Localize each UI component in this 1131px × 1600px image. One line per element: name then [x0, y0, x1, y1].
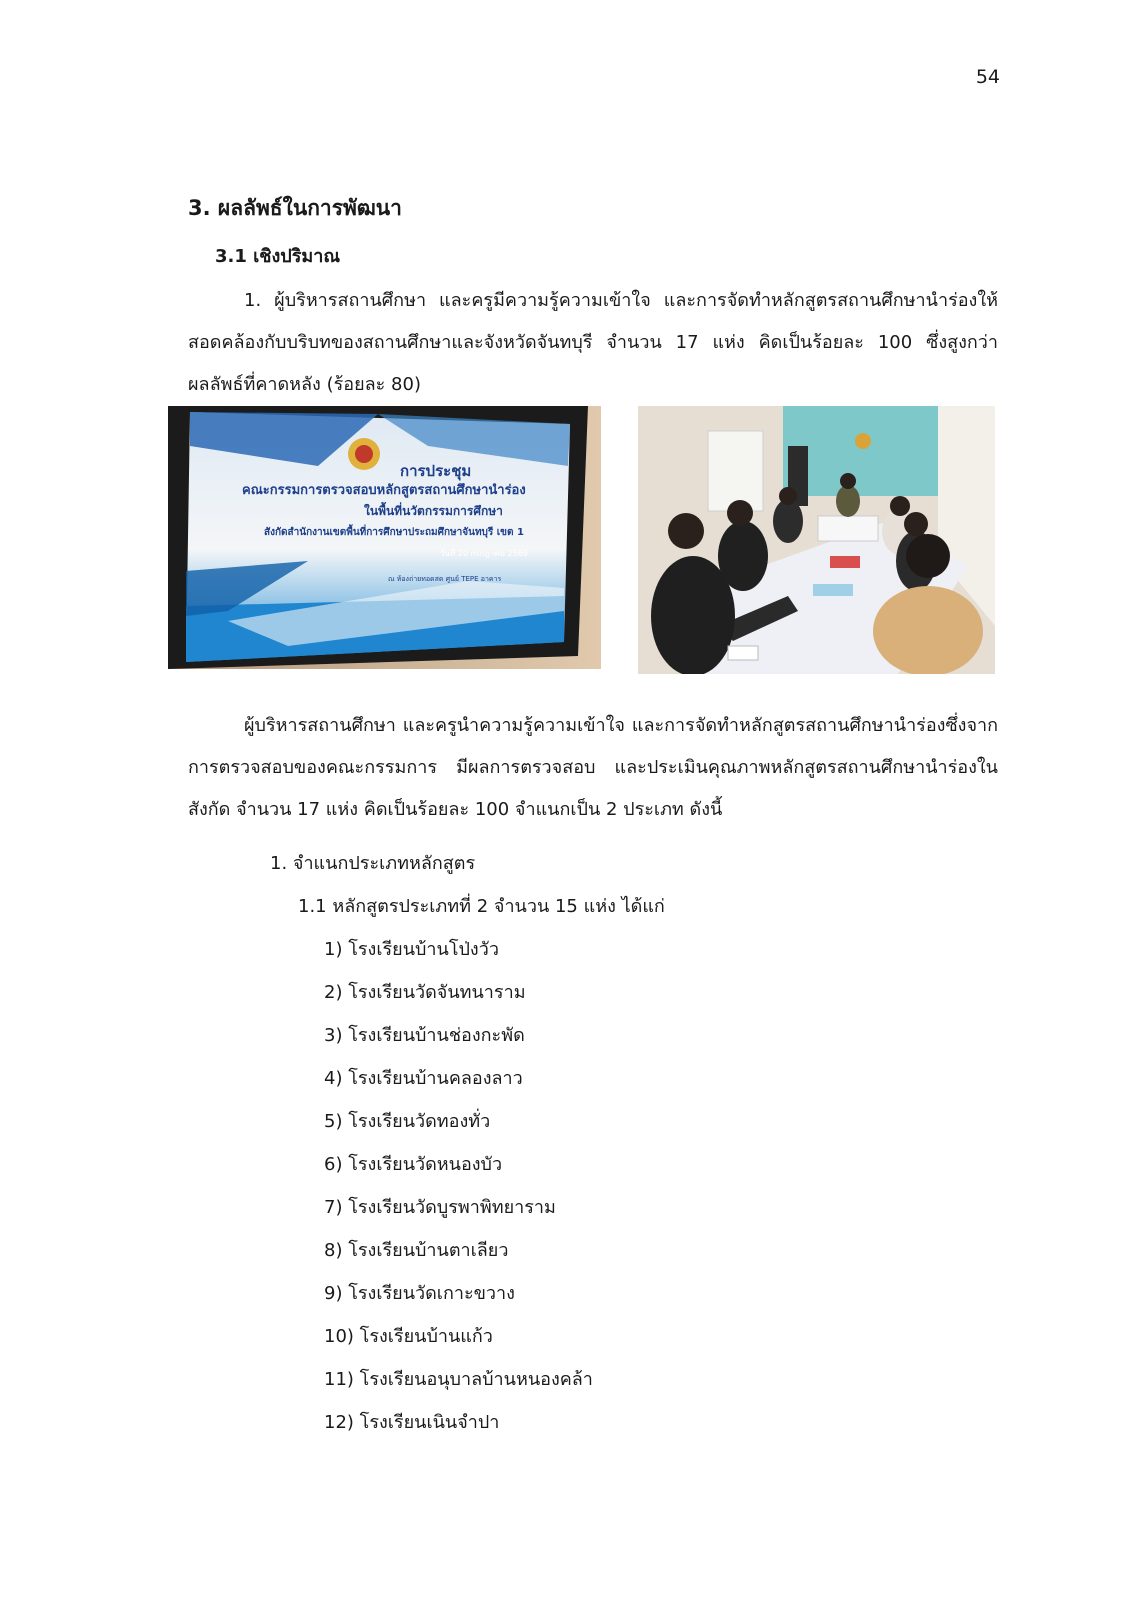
meeting-screen-photo	[168, 406, 601, 669]
list-item: 9) โรงเรียนวัดเกาะขวาง	[324, 1283, 515, 1304]
section-title: 3. ผลลัพธ์ในการพัฒนา	[188, 196, 402, 220]
list-level-1: 1. จำแนกประเภทหลักสูตร	[270, 853, 476, 874]
list-item: 6) โรงเรียนวัดหนองบัว	[324, 1154, 503, 1175]
slide-line-3: สังกัดสำนักงานเขตพื้นที่การศึกษาประถมศึกษาจันทบุรี เขต 1	[264, 527, 524, 538]
list-item: 1) โรงเรียนบ้านโป่งวัว	[324, 939, 499, 960]
slide-line-1: คณะกรรมการตรวจสอบหลักสูตรสถานศึกษานำร่อง	[242, 483, 526, 498]
paragraph-2-text: ผู้บริหารสถานศึกษา และครูนำความรู้ความเข้าใจ และการจัดทำหลักสูตรสถานศึกษานำร่องซึ่งจากการตรวจสอบของคณะกรรมการ มีผลการตรวจสอบ และประเมินคุณภาพหลักสูตรสถานศึกษานำร่องในสังกัด จำนวน 17 แห่ง คิดเป็นร้อยละ 100 จำแนกเป็น 2 ประเภท ดังนี้	[188, 715, 998, 820]
list-item: 8) โรงเรียนบ้านตาเลียว	[324, 1240, 509, 1261]
subsection-title: 3.1 เชิงปริมาณ	[215, 246, 341, 267]
paragraph-1-text: 1. ผู้บริหารสถานศึกษา และครูมีความรู้ความเข้าใจ และการจัดทำหลักสูตรสถานศึกษานำร่องให้สอดคล้องกับบริบทของสถานศึกษาและจังหวัดจันทบุรี จำนวน 17 แห่ง คิดเป็นร้อยละ 100 ซึ่งสูงกว่าผลลัพธ์ที่คาดหลัง (ร้อยละ 80)	[188, 290, 998, 395]
slide-line-2: ในพื้นที่นวัตกรรมการศึกษา	[364, 504, 503, 518]
list-item: 7) โรงเรียนวัดบูรพาพิทยาราม	[324, 1197, 556, 1218]
meeting-room-photo	[638, 406, 995, 674]
slide-venue: ณ ห้องถ่ายทอดสด ศูนย์ TEPE อาคาร	[388, 575, 502, 583]
list-item: 3) โรงเรียนบ้านช่องกะพัด	[324, 1025, 525, 1046]
slide-title: การประชุม	[400, 462, 472, 480]
page-number: 54	[975, 66, 1000, 88]
paragraph-2	[188, 705, 998, 831]
slide-date: วันที่ 20 กรกฎาคม 2569	[440, 549, 528, 558]
list-level-2: 1.1 หลักสูตรประเภทที่ 2 จำนวน 15 แห่ง ได้แก่	[298, 896, 665, 917]
list-item: 2) โรงเรียนวัดจันทนาราม	[324, 982, 526, 1003]
list-item: 5) โรงเรียนวัดทองทั่ว	[324, 1111, 491, 1132]
list-item: 4) โรงเรียนบ้านคลองลาว	[324, 1068, 523, 1089]
list-item: 12) โรงเรียนเนินจำปา	[324, 1412, 500, 1433]
list-item: 11) โรงเรียนอนุบาลบ้านหนองคล้า	[324, 1369, 593, 1390]
list-item: 10) โรงเรียนบ้านแก้ว	[324, 1326, 493, 1347]
paragraph-1	[188, 280, 998, 406]
